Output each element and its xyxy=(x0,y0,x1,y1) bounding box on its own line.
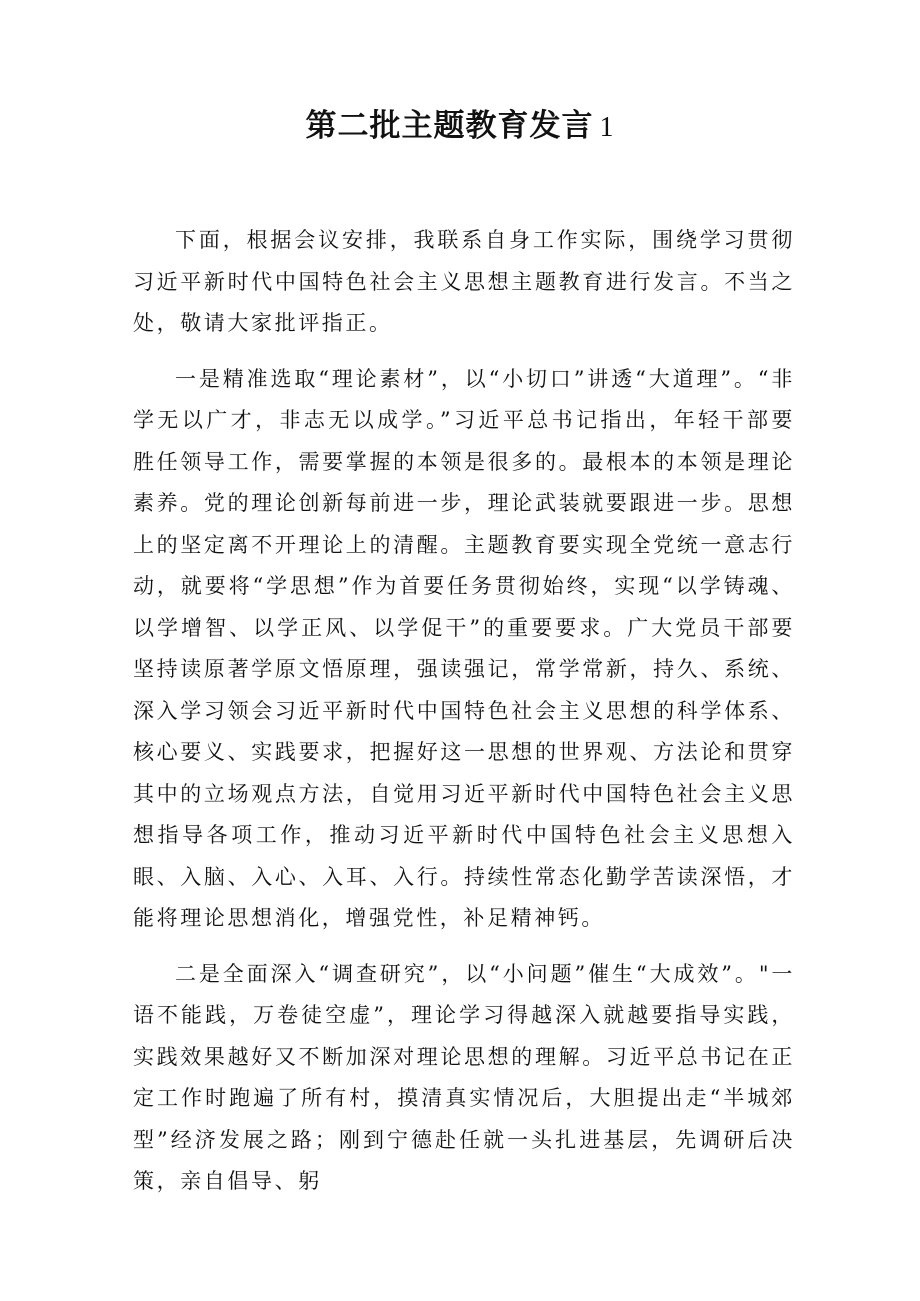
document-title xyxy=(0,102,920,152)
title-number: 1 xyxy=(599,112,615,143)
paragraph-point-one: 一是精准选取“理论素材”，以“小切口”讲透“大道理”。“非学无以广才，非志无以成学。”习近平总书记指出，年轻干部要胜任领导工作，需要掌握的本领是很多的。最根本的本领是理论素养。党的理论创新每前进一步，理论武装就要跟进一步。思想上的坚定离不开理论上的清醒。主题教育要实现全党统一意志行动，就要将“学思想”作为首要任务贯彻始终，实现“以学铸魂、以学增智、以学正风、以学促干”的重要要求。广大党员干部要坚持读原著学原文悟原理，强读强记，常学常新，持久、系统、深入学习领会习近平新时代中国特色社会主义思想的科学体系、核心要义、实践要求，把握好这一思想的世界观、方法论和贯穿其中的立场观点方法，自觉用习近平新时代中国特色社会主义思想指导各项工作，推动习近平新时代中国特色社会主义思想入眼、入脑、入心、入耳、入行。持续性常态化勤学苦读深悟，才能将理论思想消化，增强党性，补足精神钙。 xyxy=(133,366,795,930)
title-text: 第二批主题教育发言 xyxy=(305,108,594,144)
paragraph-intro: 下面，根据会议安排，我联系自身工作实际，围绕学习贯彻习近平新时代中国特色社会主义思想主题教育进行发言。不当之处，敬请大家批评指正。 xyxy=(133,228,795,335)
document-body xyxy=(133,220,795,1217)
paragraph-point-two: 二是全面深入“调查研究”，以“小问题”催生“大成效”。"一语不能践，万卷徒空虚”，理论学习得越深入就越要指导实践，实践效果越好又不断加深对理论思想的理解。习近平总书记在正定工作时跑遍了所有村，摸清真实情况后，大胆提出走“半城郊型”经济发展之路；刚到宁德赴任就一头扎进基层，先调研后决策，亲自倡导、躬 xyxy=(133,961,795,1193)
